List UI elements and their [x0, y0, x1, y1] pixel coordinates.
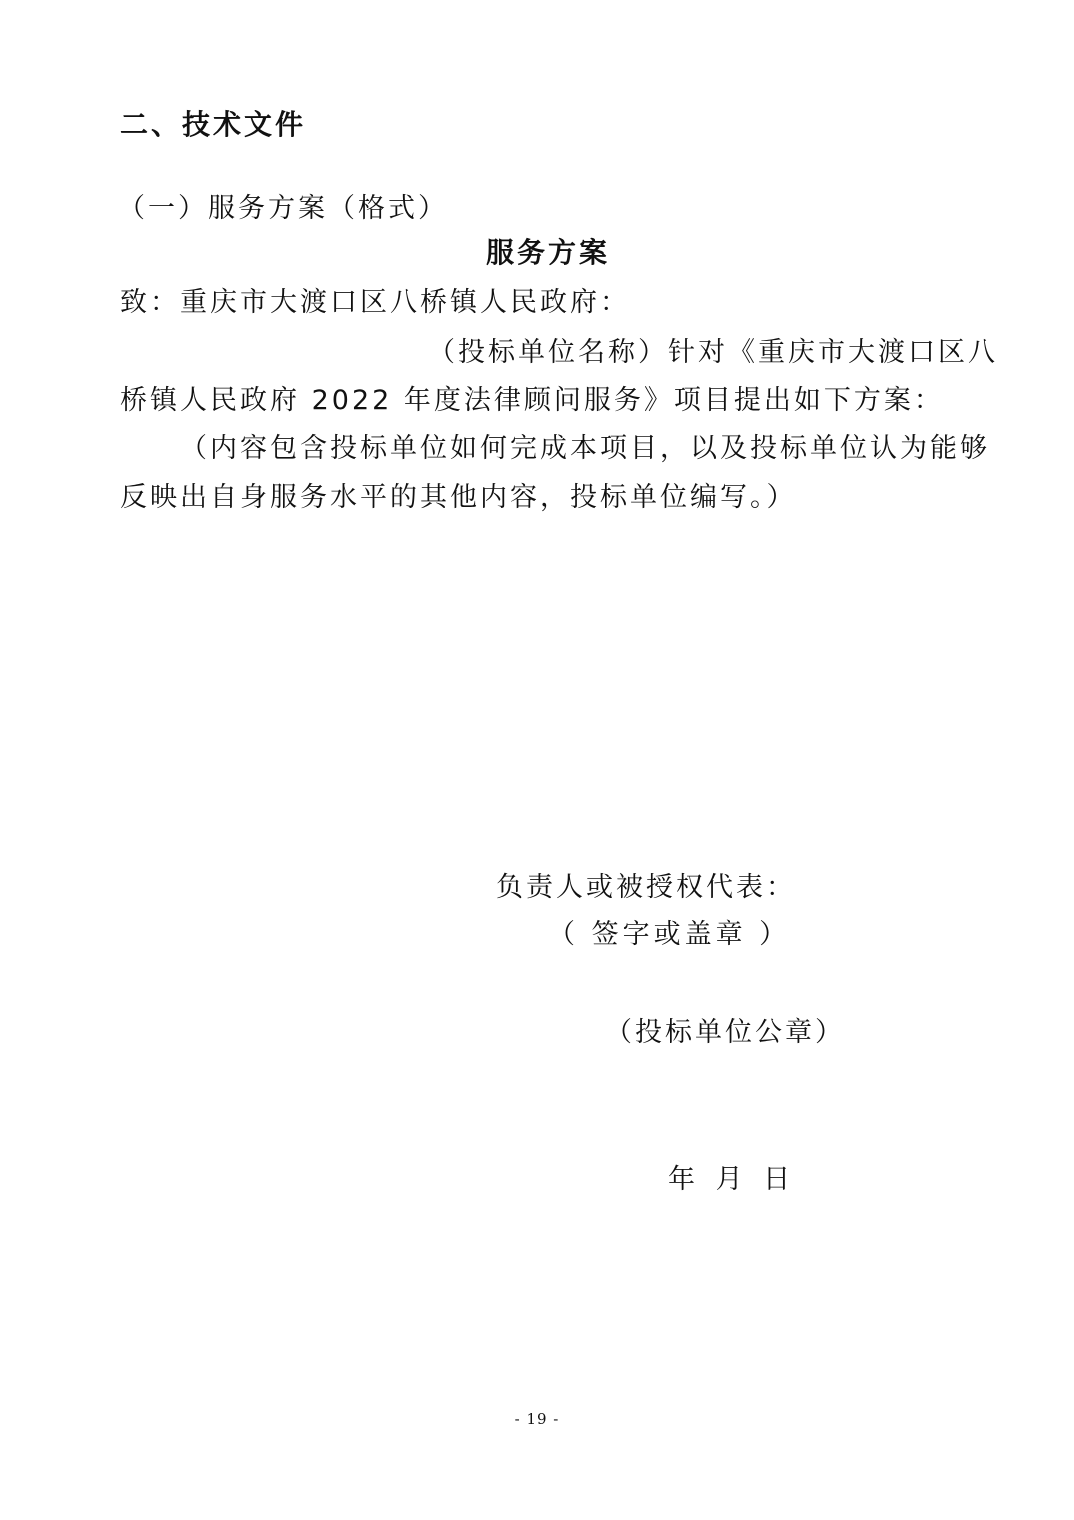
signature-note: （ 签字或盖章 ） [548, 919, 791, 950]
seal-note: （投标单位公章） [605, 1017, 845, 1048]
content-line-2: 反映出自身服务水平的其他内容，投标单位编写。） [120, 482, 797, 513]
addressee-line: 致：重庆市大渡口区八桥镇人民政府： [120, 287, 630, 318]
sub-heading: （一）服务方案（格式） [118, 193, 448, 224]
date-line: 年 月 日 [668, 1164, 797, 1195]
section-heading: 二、技术文件 [120, 108, 307, 141]
document-title: 服务方案 [486, 236, 611, 269]
page-number: - 19 - [514, 1410, 560, 1428]
content-line-1: （内容包含投标单位如何完成本项目，以及投标单位认为能够 [180, 433, 990, 464]
intro-line-2: 桥镇人民政府 2022 年度法律顾问服务》项目提出如下方案： [120, 385, 944, 416]
intro-line-1: （投标单位名称）针对《重庆市大渡口区八 [428, 337, 998, 368]
signer-label: 负责人或被授权代表： [496, 872, 796, 903]
